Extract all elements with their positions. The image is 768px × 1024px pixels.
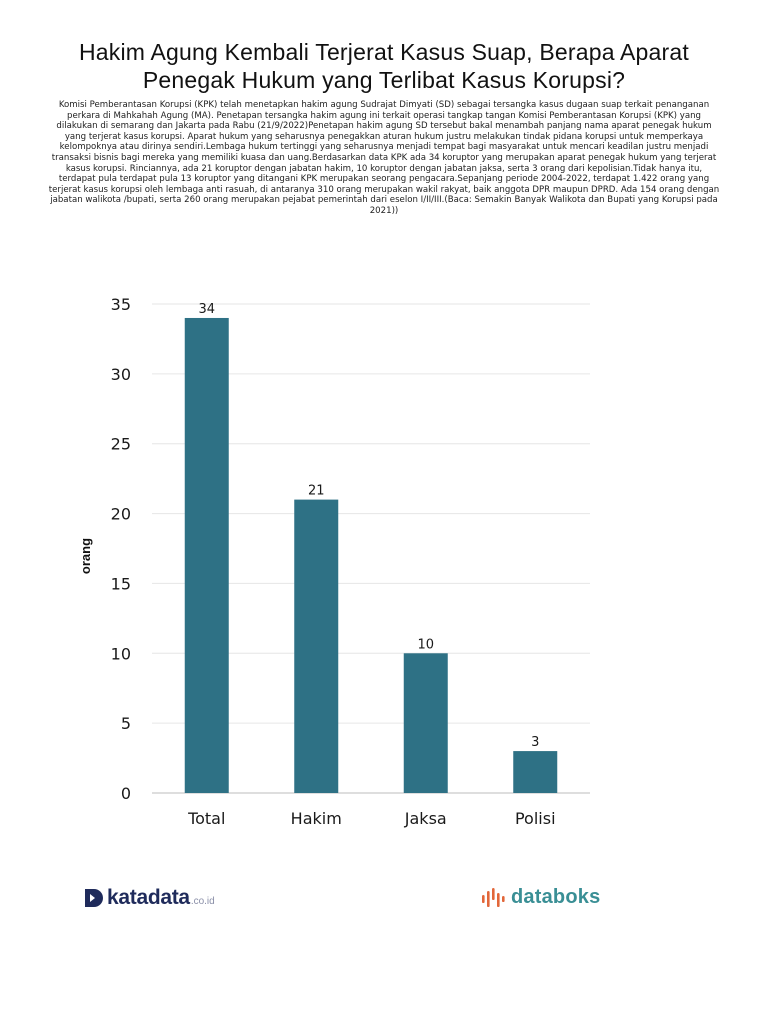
y-tick-label: 0 (120, 784, 131, 803)
x-category-label: Hakim (290, 809, 342, 828)
y-tick-label: 20 (110, 504, 131, 524)
databoks-logo-icon (481, 887, 507, 909)
bar-polisi (513, 751, 557, 793)
databoks-logo (481, 886, 600, 909)
katadata-logo-suffix: .co.id (190, 895, 215, 907)
data-labels (198, 302, 539, 750)
x-category-label: Jaksa (404, 809, 447, 828)
bar-total (185, 318, 229, 793)
chart-description: Komisi Pemberantasan Korupsi (KPK) telah menetapkan hakim agung Sudrajat Dimyati (SD) sebagai tersangka kasus dugaan suap terkait penanganan perkara di Mahkahah Agung (MA). Penetapan tersangka hakim agung ini terkait operasi tangkap tangan Komisi Pemberantasan Korupsi (KPK) yang dilakukan di semarang dan Jakarta pada Rabu (21/9/2022)Penetapan hakim agung SD tersebut bakal menambah panjang nama aparat penegak hukum yang terjerat kasus korupsi. Aparat hukum yang seharusnya penegakkan aturan hukum justru melakukan tindak pidana korupsi untuk memperkaya kelompoknya atau dirinya sendiri.Lembaga hukum tertinggi yang seharusnya menjadi tempat bagi masyarakat untuk mencari keadilan justru menjadi transaksi bisnis bagi mereka yang memiliki kuasa dan uang.Berdasarkan data KPK ada 34 koruptor yang merupakan aparat penegak hukum yang terjerat kasus korupsi. Rinciannya, ada 21 koruptor dengan jabatan hakim, 10 koruptor dengan jabatan jaksa, serta 3 orang dari kepolisian.Tidak hanya itu, terdapat pula terdapat pula 13 koruptor yang ditangani KPK merupakan seorang pengacara.Sepanjang periode 2004-2022, terdapat 1.422 orang yang terjerat kasus korupsi oleh lembaga anti rasuah, di antaranya 310 orang merupakan wakil rakyat, baik anggota DPR maupun DPRD. Ada 154 orang dengan jabatan walikota /bupati, serta 260 orang merupakan pejabat pemerintah dari eselon I/II/III.(Baca: Semakin Banyak Walikota dan Bupati yang Korupsi pada 2021)) (48, 100, 720, 216)
katadata-logo (84, 886, 215, 910)
bar-value-label: 3 (531, 735, 540, 751)
bars (185, 318, 558, 793)
y-tick-label: 35 (110, 295, 131, 314)
y-tick-label: 5 (120, 714, 131, 734)
bar-hakim (294, 500, 338, 793)
y-tick-label: 30 (110, 364, 131, 384)
databoks-logo-text: databoks (511, 886, 601, 908)
y-tick-label: 10 (110, 644, 131, 664)
y-tick-label: 15 (110, 574, 131, 594)
bar-value-label: 21 (307, 483, 325, 499)
x-category-label: Total (188, 809, 226, 828)
y-tick-label: 25 (110, 434, 131, 454)
y-axis-ticks (111, 295, 131, 803)
y-axis-label: orang (78, 537, 93, 575)
x-category-label: Polisi (514, 809, 556, 828)
bar-value-label: 10 (417, 637, 435, 653)
katadata-logo-icon (84, 888, 104, 908)
bar-value-label: 34 (198, 301, 216, 317)
bar-chart (0, 280, 768, 840)
katadata-logo-text: katadata (107, 886, 190, 909)
x-axis-categories (187, 809, 555, 828)
bar-jaksa (404, 653, 448, 793)
page-title: Hakim Agung Kembali Terjerat Kasus Suap, Berapa Aparat Penegak Hukum yang Terlibat Kasus Korupsi? (78, 39, 689, 93)
